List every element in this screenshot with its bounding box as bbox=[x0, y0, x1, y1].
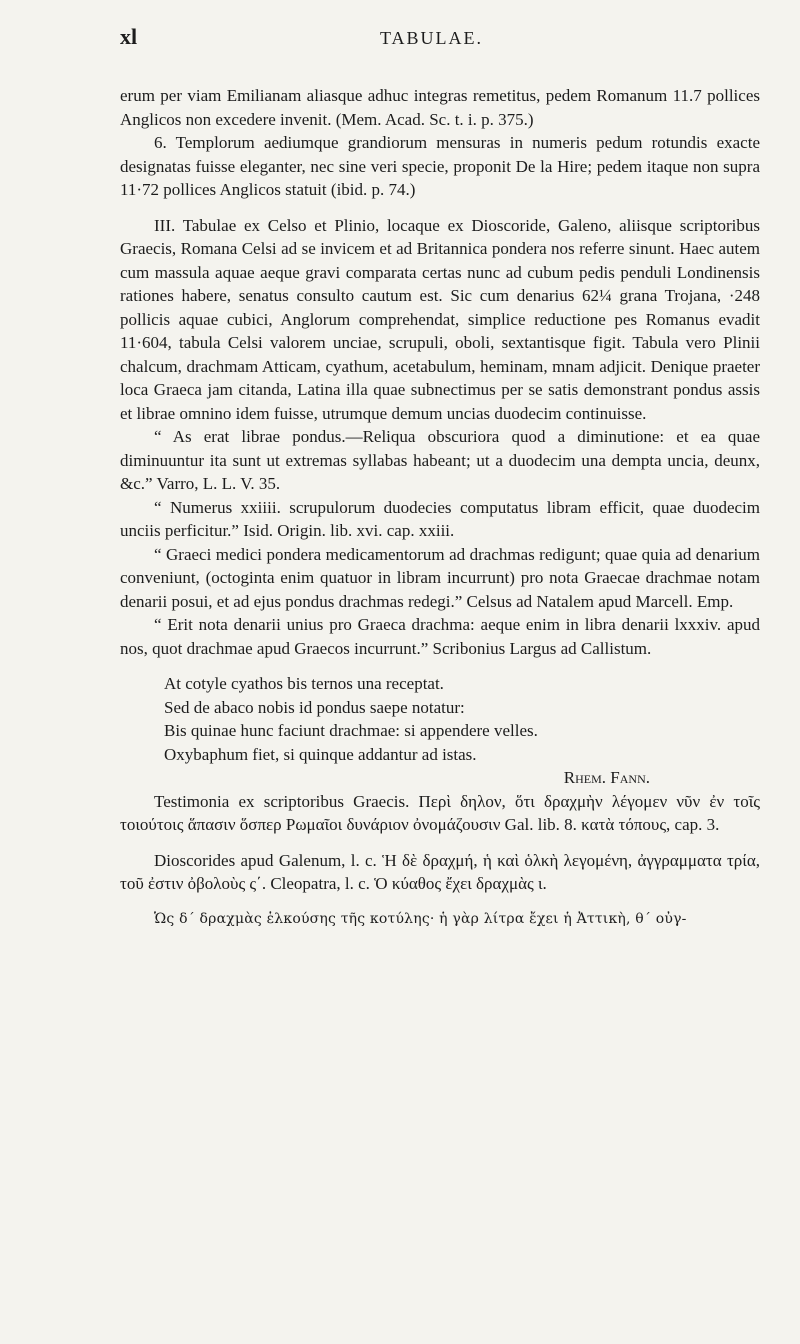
testimonia-paragraph: Testimonia ex scriptoribus Graecis. Περὶ δηλον, ὅτι δραχμὴν λέγομεν νῦν ἐν τοῖς τοιούτοις ἅπασιν ὅσπερ Ρωμαῖοι δυνάριον ὀνομάζουσιν Gal. lib. 8. κατὰ τόπους, cap. 3. bbox=[120, 791, 760, 834]
quote-paragraph: “ Numerus xxiiii. scrupulorum duodecies computatus libram efficit, quae duodecim unciis perficitur.” Isid. Origin. lib. xvi. cap. xxiii. bbox=[120, 497, 760, 540]
greek-line: Ὡς δ΄ δραχμὰς ἑλκούσης τῆς κοτύλης· ἡ γὰρ λίτρα ἔχει ἡ Ἀττικὴ, θ΄ οὐγ- bbox=[154, 910, 687, 927]
running-title: TABULAE. bbox=[380, 28, 484, 48]
paragraph: erum per viam Emilianam aliasque adhuc integras remetitus, pedem Romanum 11.7 pollices Anglicos non excedere invenit. (Mem. Acad. Sc. t. i. p. 375.) bbox=[120, 86, 760, 129]
quote-paragraph: “ Erit nota denarii unius pro Graeca drachma: aeque enim in libra denarii lxxxiv. apud nos, quot drachmae apud Graecos incurrunt.” Scribonius Largus ad Callistum. bbox=[120, 615, 760, 658]
page-number: xl bbox=[120, 24, 138, 49]
quote-paragraph: “ As erat librae pondus.—Reliqua obscuriora quod a diminutione: et ea quae diminuuntur ita sunt ut extremas syllabas habeant; ut a duodecim una dempta uncia, deunx, &c.” Varro, L. L. V. 35. bbox=[120, 427, 760, 493]
verse-line: Bis quinae hunc faciunt drachmae: si appendere velles. bbox=[164, 721, 538, 740]
verse-line: Sed de abaco nobis id pondus saepe notatur: bbox=[164, 697, 465, 717]
page-header bbox=[120, 24, 760, 54]
verse-line: Oxybaphum fiet, si quinque addantur ad istas. bbox=[164, 744, 477, 764]
verse-attribution: Rhem. Fann. bbox=[563, 768, 650, 787]
paragraph: III. Tabulae ex Celso et Plinio, locaque ex Dioscoride, Galeno, aliisque scriptoribus Graecis, Romana Celsi ad se invicem et ad Britannica pondera nos referre sinunt. Haec autem cum massula aquae aeque gravi comparata certas nunc ad cubum pedis penduli Londinensis rationes habere, senatus consulto cautum est. Sic cum denarius 62¼ grana Trojana, ·248 pollicis aquae cubici, Anglorum comprehendat, simplice reductione pes Romanus evadit 11·604, tabula Celsi valorem unciae, scrupuli, oboli, sextantisque figit. Tabula vero Plinii chalcum, drachmam Atticam, cyathum, acetabulum, heminam, mnam adjicit. Denique praeter loca Graeca jam citanda, Latina illa quae subnectimus per se satis demonstrant pondus assis et librae omnino idem fuisse, utrumque demum uncias duodecim continuisse. bbox=[120, 215, 760, 423]
quote-paragraph: “ Graeci medici pondera medicamentorum ad drachmas redigunt; quae quia ad denarium conveniunt, (octoginta enim quatuor in libram incurrunt) pro nota Graecae drachmae notam denarii posui, et ad ejus pondus drachmas redegi.” Celsus ad Natalem apud Marcell. Emp. bbox=[120, 544, 760, 611]
page-body bbox=[120, 84, 760, 931]
dioscorides-paragraph: Dioscorides apud Galenum, l. c. Ἡ δὲ δραχμή, ἡ καὶ ὁλκὴ λεγομένη, ἀγγραμματα τρία, τοῦ ἐστιν ὀβολοὺς ς΄. Cleopatra, l. c. Ὁ κύαθος ἔχει δραχμὰς ι. bbox=[120, 850, 760, 893]
verse-line: At cotyle cyathos bis ternos una receptat. bbox=[164, 674, 444, 693]
paragraph: 6. Templorum aediumque grandiorum mensuras in numeris pedum rotundis exacte designatas fuisse eleganter, nec sine veri specie, proponit De la Hire; pedem itaque non supra 11·72 pollices Anglicos statuit (ibid. p. 74.) bbox=[120, 133, 760, 199]
